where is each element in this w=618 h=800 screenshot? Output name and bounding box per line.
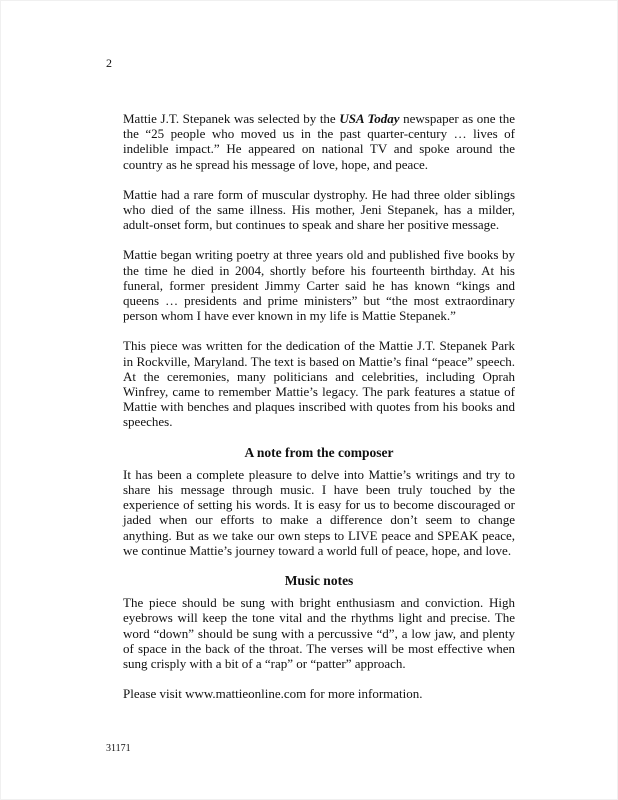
- paragraph-poetry-carter: Mattie began writing poetry at three years old and published five books by the time he died in 2004, shortly before his fourteenth birthday. At his funeral, former president Jimmy Carter said he has known “kings and queens … presidents and prime ministers” but “the most extraordinary person whom I have ever known in my life is Mattie Stepanek.”: [123, 247, 515, 324]
- paragraph-dystrophy: Mattie had a rare form of muscular dystrophy. He had three older siblings who died of the same illness. His mother, Jeni Stepanek, has a milder, adult-onset form, but continues to speak and share her positive message.: [123, 186, 515, 233]
- usa-today-emphasis: USA Today: [339, 111, 400, 126]
- paragraph-usa-today-before: Mattie J.T. Stepanek was selected by the: [123, 111, 340, 126]
- page-body-text: [123, 111, 515, 717]
- paragraph-park-dedication: This piece was written for the dedication of the Mattie J.T. Stepanek Park in Rockville, Maryland. The text is based on Mattie’s final “peace” speech. At the ceremonies, many politicians and celebrities, including Oprah Winfrey, came to remember Mattie’s legacy. The park features a statue of Mattie with benches and plaques inscribed with quotes from his books and speeches.: [123, 338, 515, 430]
- composer-note-heading: A note from the composer: [244, 444, 394, 460]
- paragraph-composer-note: It has been a complete pleasure to delve into Mattie’s writings and try to share his message through music. I have been truly touched by the experience of setting his words. It is easy for us to become discouraged or jaded when our efforts to make a difference don’t seem to change anything. But as we take our own steps to LIVE peace and SPEAK peace, we continue Mattie’s journey toward a world full of peace, hope, and love.: [123, 466, 515, 558]
- paragraph-usa-today: [123, 111, 515, 172]
- paragraph-music-notes: The piece should be sung with bright enthusiasm and conviction. High eyebrows will keep the tone vital and the rhythms light and precise. The word “down” should be sung with a percussive “d”, a low jaw, and plenty of space in the back of the throat. The verses will be most effective when sung crisply with a bit of a “rap” or “patter” approach.: [123, 595, 515, 672]
- music-notes-heading: Music notes: [284, 573, 354, 589]
- page-number: 2: [106, 56, 112, 70]
- paragraph-usa-today-after: newspaper as one the the “25 people who moved us in the past quarter-century … lives of indelible impact.” He appeared on national TV and spoke around the country as he spread his message of love, hope, and peace.: [123, 111, 515, 172]
- plate-number: 31171: [106, 743, 131, 754]
- website-note: Please visit www.mattieonline.com for more information.: [123, 686, 423, 702]
